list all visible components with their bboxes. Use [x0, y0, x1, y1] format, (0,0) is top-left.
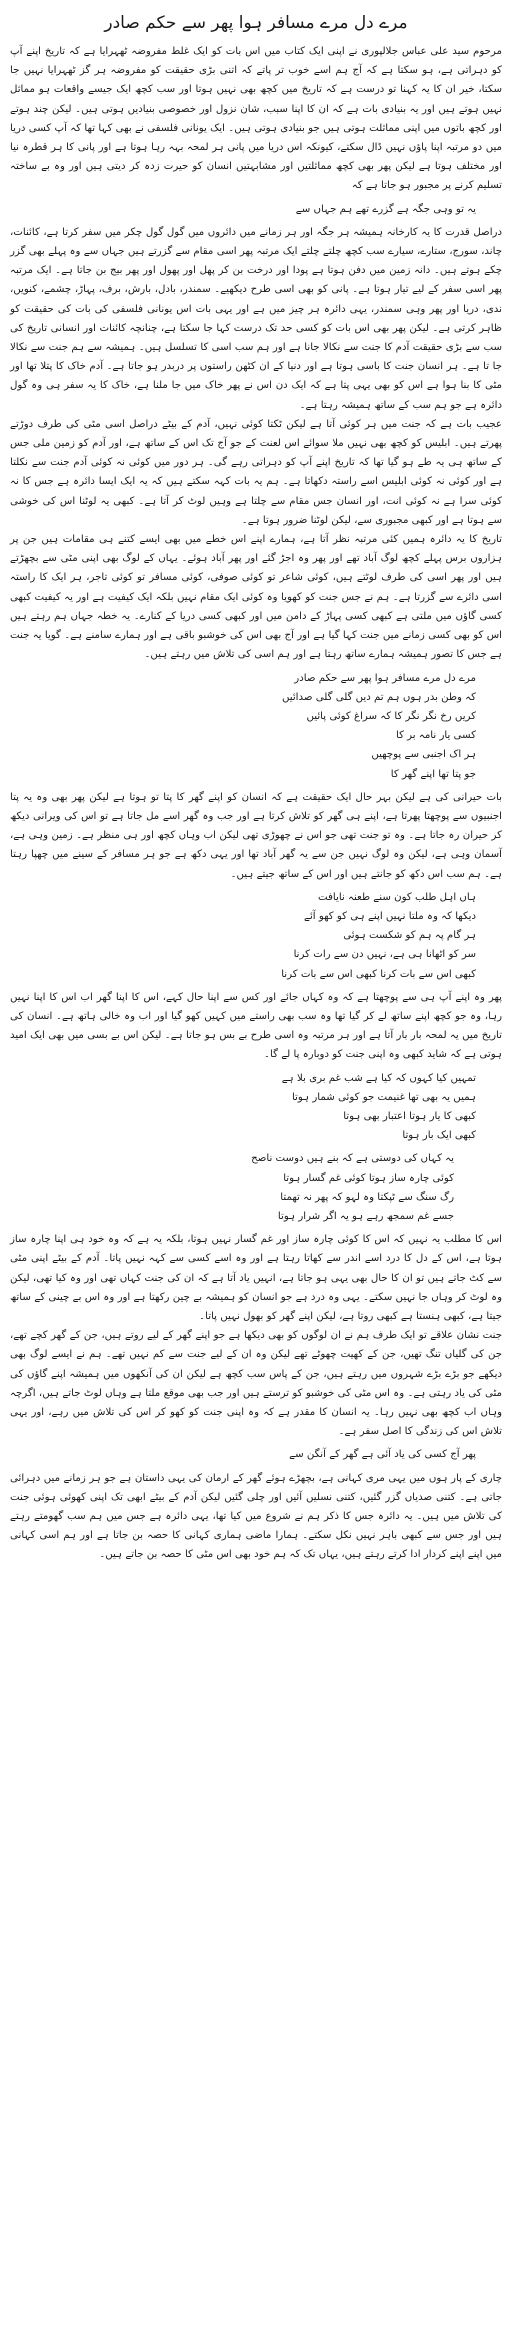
verse-line: کسی یار نامہ بر کا — [395, 730, 476, 742]
verse-line: کوئی چارہ ساز ہوتا کوئی غم گسار ہوتا — [283, 1172, 454, 1184]
verse-line: تمہیں کیا کہوں کہ کیا ہے شب غم بری بلا ہے — [281, 1072, 476, 1084]
verse-line: دیکھا کہ وہ ملتا نہیں اپنے ہی کو کھو آئے — [303, 910, 476, 922]
verse-line: یہ کہاں کی دوستی ہے کہ بنے ہیں دوست ناصح — [251, 1153, 454, 1165]
verse-block — [10, 1149, 502, 1226]
verse-line: جو پتا تھا اپنے گھر کا — [390, 768, 476, 780]
verse-line: ہر گام پہ ہم کو شکست ہوئی — [343, 930, 476, 942]
paragraph: چاری کے پار ہوں میں یہی مری کہانی ہے، بچھڑے ہوئے گھر کے ارمان کی یہی داستان ہے جو ہر زمانے میں دہرائی جاتی ہے۔ کتنی صدیاں گزر گئیں، کتنی نسلیں آئیں اور چلی گئیں لیکن آدم کے بیٹے ابھی تک اپنی کھوئی ہوئی جنت کی تلاش میں ہیں۔ یہ دائرہ جس کا ذکر ہم نے شروع میں کیا تھا، یہی دائرہ ہے جس میں ہم سب گھومتے رہتے ہیں اور جس سے کبھی باہر نہیں نکل سکتے۔ ہمارا ماضی ہماری کہانی کا حصہ بن جاتا ہے اور ہم اسی کہانی میں اپنے اپنے کردار ادا کرتے رہتے ہیں، یہاں تک کہ ہم خود بھی اس مٹی کا حصہ بن جاتے ہیں۔ — [10, 1472, 502, 1561]
paragraph: جنت نشان علاقے تو ایک طرف ہم نے ان لوگوں کو بھی دیکھا ہے جو اپنے گھر کے لیے روتے ہیں، جن کے گھر کچے تھے، جن کی گلیاں تنگ تھیں، جن کے کھیت چھوٹے تھے لیکن وہ ان کے لیے جنت سے کم نہیں تھے۔ ہم نے ایسے لوگ بھی دیکھے جو بڑے بڑے شہروں میں رہتے ہیں، جن کے پاس سب کچھ ہے لیکن ان کی آنکھوں میں ہمیشہ اپنے گاؤں کی مٹی کی یاد رہتی ہے۔ وہ اس مٹی کی خوشبو کو ترستے ہیں اور جب بھی موقع ملتا ہے وہاں لوٹ جاتے ہیں، اگرچہ وہاں اب کچھ بھی نہیں رہا۔ یہ انسان کا مقدر ہے کہ وہ اپنی جنت کو کھو کر اس کی تلاش میں رہے، اور یہی تلاش اس کی زندگی کا اصل سفر ہے۔ — [10, 1330, 502, 1438]
article-title: مرے دل مرے مسافر ہوا پھر سے حکم صادر — [104, 13, 408, 33]
paragraph: بات حیرانی کی ہے لیکن بہر حال ایک حقیقت ہے کہ انسان کو اپنے گھر کا پتا تو ہوتا ہے لیکن پھر بھی وہ یہ پتا اجنبیوں سے پوچھتا پھرتا ہے، اپنے ہی گھر کو تلاش کرتا ہے اور جب وہ گھر اسے مل جاتا ہے تو اس کی ویرانی دیکھ کر حیران رہ جاتا ہے۔ وہ تو جنت تھی جو اس نے چھوڑی تھی لیکن اب وہاں کچھ اور ہی منظر ہے۔ زمین وہی ہے، آسمان وہی ہے، لیکن وہ لوگ نہیں جن سے یہ گھر آباد تھا اور یہی دکھ ہے جو ہر مسافر کے سینے میں چھپا رہتا ہے۔ ہم سب اس دکھ کو جانتے ہیں اور اس کے ساتھ جیتے ہیں۔ — [10, 791, 502, 880]
verse-line: کریں رخ نگر نگر کا کہ سراغ کوئی پائیں — [306, 710, 476, 722]
verse-line: کبھی اس سے بات کرنا کبھی اس سے بات کرنا — [281, 968, 476, 980]
paragraph: دراصل قدرت کا یہ کارخانہ ہمیشہ ہر جگہ اور ہر زمانے میں دائروں میں گول گول چکر میں سفر کرتا ہے، کائنات، چاند، سورج، ستارے، سیارے سب کچھ چلتے چلتے ایک مرتبہ پھر اسی مقام سے گزرتے ہیں جہاں سے وہ پہلے بھی گزر چکے ہوتے ہیں۔ دانہ زمین میں دفن ہوتا ہے پودا اور درخت بن کر پھل اور پھول اور پھر بیج بن جاتا ہے۔ ایک مرتبہ پھر اسی سفر کے لیے تیار ہوتا ہے۔ پانی کو بھی اسی طرح دیکھیے۔ سمندر، بادل، بارش، برف، پہاڑ، چشمے، کنویں، ندی، دریا اور پھر وہی سمندر، یہی دائرہ ہر چیز میں ہے اور یہی بات اس یونانی فلسفی کی بات کی حقیقت کو ظاہر کرتی ہے۔ لیکن پھر بھی اس بات کو کسی حد تک درست کہا جا سکتا ہے، چنانچہ کائنات اور انسانی تاریخ کی سب سے بڑی حقیقت آدم کا جنت سے نکالا جانا ہے اور ہم سب اسی کا تسلسل ہیں۔ ہمیشہ سے ہم جنت سے نکالا جا تا ہے۔ ہر انسان جنت کا باسی ہوتا ہے اور دنیا کے ان کٹھن راستوں پر دربدر ہو جاتا ہے۔ آدم خاک کا پتلا تھا اور مٹی کا بنا ہوا ہے اس کو بھی یہی پتا ہے کہ ایک دن اس نے پھر خاک میں جا ملنا ہے، خاک کا یہ سفر ہی وہ گول دائرہ ہے جو ہم سب کے ساتھ ہمیشہ رہتا ہے۔ — [10, 226, 502, 411]
verse-block — [10, 888, 502, 984]
verse-line: ہر اک اجنبی سے پوچھیں — [371, 749, 476, 761]
verse-line: ہاں اہل طلب کون سنے طعنہ نایافت — [318, 891, 476, 903]
verse-line: کہ وطن بدر ہوں ہم تم دیں گلی گلی صدائیں — [282, 691, 476, 703]
verse-block — [10, 200, 502, 219]
paragraph: مرحوم سید علی عباس جلالپوری نے اپنی ایک کتاب میں اس بات کو ایک غلط مفروضہ ٹھہرایا ہے کہ تاریخ اپنے آپ کو دہراتی ہے، ہو سکتا ہے کہ آج ہم اسے خوب تر پاتے کہ اتنی بڑی حقیقت کو مفروضہ ہر گز ٹھہرایا نہیں جا سکتا، خیر ان کا یہ کہنا تو درست ہے کہ تاریخ میں کچھ بھی نہیں ہوتا اور سب کچھ ایک جیسے واقعات ہو مماثل نہیں ہوتے ہیں اور یہ بنیادی بات ہے کہ ان کا اپنا سبب، شان نزول اور خصوصی بنیادیں ہوتی ہیں۔ لیکن چند ہوتے اور کچھ باتوں میں اپنی مماثلت ہوتی ہیں جو بنیادی ہوتی ہیں۔ ایک یونانی فلسفی نے بھی کہا تھا کہ آپ کسی دریا میں دو مرتبہ اپنا پاؤں نہیں ڈال سکتے، کیونکہ اس دریا میں پانی ہر لمحہ بہہ رہا ہوتا ہے اور پانی کا ہر قطرہ نیا اور مختلف ہوتا ہے لیکن پھر بھی کچھ مماثلتیں اور مشابہتیں انسان کو حیرت زدہ کر دیتی ہیں اور وہ بے ساختہ تسلیم کرنے پر مجبور ہو جاتا ہے کہ — [10, 46, 502, 192]
paragraph: اس کا مطلب یہ نہیں کہ اس کا کوئی چارہ ساز اور غم گسار نہیں ہوتا، بلکہ یہ ہے کہ وہ خود ہی اپنا چارہ ساز ہوتا ہے، اس کے دل کا درد اسے اندر سے کھاتا رہتا ہے اور وہ اسے کسی سے کہہ نہیں پاتا۔ آدم کے بیٹے اپنی مٹی سے کٹ جاتے ہیں تو ان کا حال بھی یہی ہو جاتا ہے، انہیں یاد آتا ہے کہ ان کی جنت کہاں تھی اور وہ کیا تھی، لیکن وہ لوٹ کر وہاں جا نہیں سکتے۔ یہی وہ درد ہے جو انسان کو ہمیشہ بے چین رکھتا ہے اور وہ اس بے چینی کے ساتھ جیتا ہے، کبھی ہنستا ہے کبھی روتا ہے، لیکن اپنے گھر کو بھول نہیں پاتا۔ — [10, 1234, 502, 1322]
verse-block — [10, 1069, 502, 1146]
verse-line: سر کو اٹھانا ہی ہے، نہیں دن سے رات کرنا — [293, 949, 476, 961]
article-body — [10, 42, 502, 1565]
verse-block — [10, 1445, 502, 1464]
verse-block — [10, 669, 502, 784]
verse-line: جسے غم سمجھ رہے ہو یہ اگر شرار ہوتا — [277, 1210, 454, 1222]
verse-line: یہ تو وہی جگہ ہے گزرے تھے ہم جہاں سے — [295, 203, 476, 215]
paragraph: عجیب بات ہے کہ جنت میں ہر کوئی آتا ہے لیکن ٹکتا کوئی نہیں، آدم کے بیٹے دراصل اسی مٹی کی طرف دوڑتے پھرتے ہیں۔ ابلیس کو کچھ بھی نہیں ملا سوائے اس لعنت کے جو آج تک اس کے ساتھ ہے، اور آدم کو زمین ملی جس کے ساتھ ہی یہ طے ہو گیا تھا کہ تاریخ اپنے آپ کو دہراتی رہے گی۔ ہر دور میں کوئی نہ کوئی آدم جنت سے نکلتا ہے اور کوئی نہ کوئی ابلیس اسے راستہ دکھاتا ہے۔ ہم یہ بات کہہ سکتے ہیں کہ یہ ایک ایسا دائرہ ہے جس کا نہ کوئی سرا ہے نہ کوئی انت، اور انسان جس مقام سے چلتا ہے وہیں لوٹ کر آتا ہے۔ کبھی یہ لوٹنا اس کی خوشی سے ہوتا ہے اور کبھی مجبوری سے، لیکن لوٹنا ضرور ہوتا ہے۔ — [10, 418, 502, 526]
paragraph: پھر وہ اپنے آپ ہی سے پوچھتا ہے کہ وہ کہاں جائے اور کس سے اپنا حال کہے، اس کا اپنا گھر اب اس کا اپنا نہیں رہا، وہ جو کچھ اپنے ساتھ لے کر گیا تھا وہ سب بھی راستے میں کہیں کھو گیا اور اب وہ خالی ہاتھ ہے۔ انسان کی تاریخ میں یہ لمحہ بار بار آتا ہے اور ہر مرتبہ وہ اسی طرح بے بس ہو جاتا ہے۔ لیکن اس بے بسی میں بھی ایک امید ہوتی ہے کہ شاید کبھی وہ اپنی جنت کو دوبارہ پا لے گا۔ — [10, 991, 502, 1061]
paragraph: تاریخ کا یہ دائرہ ہمیں کئی مرتبہ نظر آتا ہے، ہمارے اپنے اس خطے میں بھی ایسے کتنے ہی مقامات ہیں جن پر ہزاروں برس پہلے کچھ لوگ آباد تھے اور پھر وہ اجڑ گئے اور پھر آباد ہوئے۔ یہاں کے لوگ بھی اپنی مٹی سے بچھڑتے ہیں اور پھر اسی کی طرف لوٹتے ہیں، کوئی شاعر تو کوئی صوفی، کوئی مسافر تو کوئی تاجر، ہر ایک کا راستہ اسی دائرے سے گزرتا ہے۔ ہم نے جس جنت کو کھویا وہ کوئی ایک مقام نہیں بلکہ ایک کیفیت ہے اور یہ کیفیت کبھی کسی گاؤں میں ملتی ہے کبھی کسی پہاڑ کے دامن میں اور کبھی کسی دریا کے کنارے۔ یہ خطہ جہاں ہم رہتے ہیں اس کو بھی کسی زمانے میں جنت کہا گیا ہے اور آج بھی اس کی خوشبو باقی ہے اور ہمارے سامنے ہے۔ گویا یہ جنت ہے جس کا تصور ہمیشہ ہمارے ساتھ رہتا ہے اور ہم اسی کی تلاش میں رہتے ہیں۔ — [10, 534, 502, 661]
verse-line: کبھی کا یار ہوتا اعتبار بھی ہوتا — [343, 1110, 476, 1122]
verse-line: پھر آج کسی کی یاد آئی ہے گھر کے آنگن سے — [289, 1449, 476, 1461]
verse-line: کبھی ایک بار ہوتا — [402, 1130, 476, 1142]
verse-line: ہمیں یہ بھی تھا غنیمت جو کوئی شمار ہوتا — [291, 1091, 476, 1103]
verse-line: رگ سنگ سے ٹپکتا وہ لہو کہ پھر نہ تھمتا — [280, 1191, 454, 1203]
verse-line: مرے دل مرے مسافر ہوا پھر سے حکم صادر — [294, 672, 476, 684]
